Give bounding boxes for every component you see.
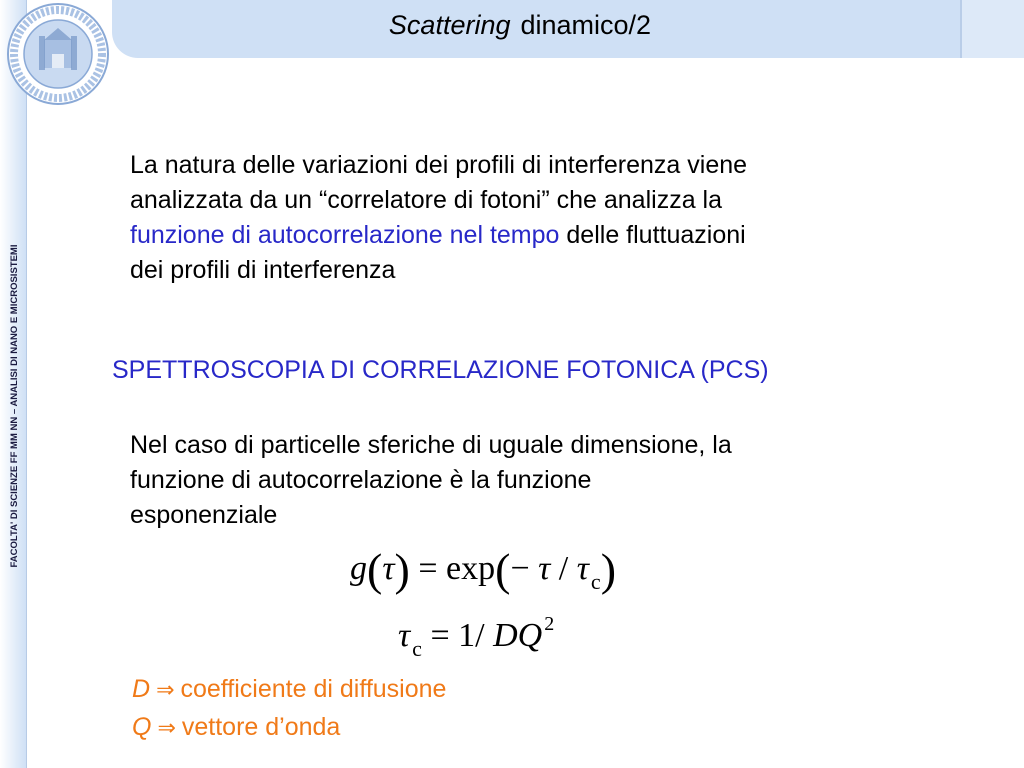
university-seal-logo	[6, 2, 110, 106]
implies-arrow-icon: ⇒	[157, 716, 176, 741]
intro-line-4: dei profili di interferenza	[130, 256, 396, 284]
implies-arrow-icon: ⇒	[156, 678, 175, 703]
intro-line-3	[130, 218, 990, 253]
section-heading: SPETTROSCOPIA DI CORRELAZIONE FOTONICA (PCS)	[112, 356, 769, 384]
intro-paragraph	[130, 148, 990, 288]
tau-c-formula: $\tau_c = 1/$ DQ $^2$	[398, 613, 555, 661]
slide-title	[160, 10, 880, 41]
exponential-paragraph	[130, 428, 990, 533]
intro-line-2: analizzata da un “correlatore di fotoni” che analizza la	[130, 186, 723, 214]
autocorrelation-formula: $g(\tau) = \exp(- \tau / \tau_c)$	[350, 544, 617, 595]
legend-wave-vector: Q ⇒ vettore d’onda	[132, 713, 341, 741]
legend-diffusion: D ⇒ coefficiente di diffusione	[132, 675, 447, 703]
title-italic: Scattering	[388, 10, 511, 40]
highlighted-term: funzione di autocorrelazione nel tempo	[130, 221, 560, 249]
exp-line-2: funzione di autocorrelazione è la funzione	[130, 466, 592, 494]
title-bar-accent	[960, 0, 1024, 58]
sidebar	[0, 0, 27, 768]
intro-line-1: La natura delle variazioni dei profili di interferenza viene	[130, 151, 748, 179]
exp-line-1: Nel caso di particelle sferiche di uguale dimensione, la	[130, 431, 732, 459]
sidebar-text: FACOLTA' DI SCIENZE FF MM NN – ANALISI DI NANO E MICROSISTEMI	[9, 244, 20, 568]
exp-line-3: esponenziale	[130, 501, 278, 529]
title-rest: dinamico/2	[520, 10, 652, 40]
intro-line-3-rest: delle fluttuazioni	[559, 221, 746, 249]
